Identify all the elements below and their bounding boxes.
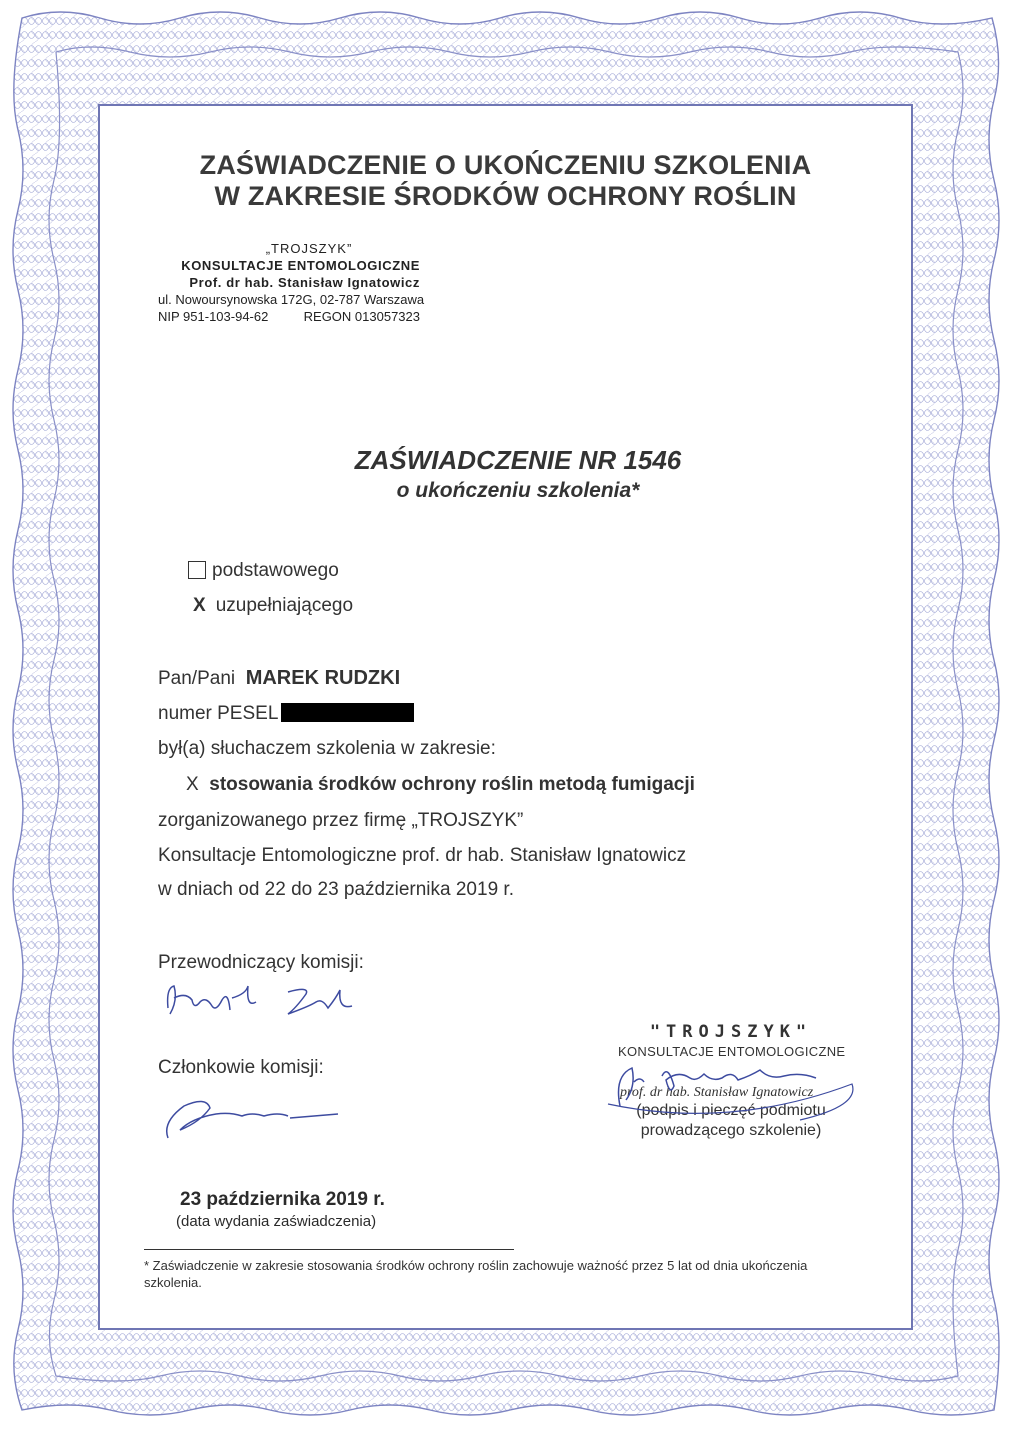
company-owner: Prof. dr hab. Stanisław Ignatowicz [189, 275, 420, 290]
footnote-rule [144, 1249, 514, 1250]
certificate-title-line-1: ZAŚWIADCZENIE O UKOŃCZENIU SZKOLENIA [199, 150, 812, 180]
scope-text: stosowania środków ochrony roślin metodą fumigacji [209, 774, 695, 795]
stamp-caption-2: prowadzącego szkolenie) [640, 1122, 822, 1139]
organizer-signature [600, 1056, 862, 1126]
option-basic-label: podstawowego [212, 560, 339, 581]
pesel-label: numer PESEL [158, 703, 279, 724]
stamp-line-3: prof. dr hab. Stanisław Ignatowicz [620, 1085, 814, 1100]
company-name-quoted: „TROJSZYK” [265, 241, 353, 256]
pesel-line [158, 703, 414, 725]
stamp-caption-1: (podpis i pieczęć podmiotu [636, 1102, 826, 1119]
option-supplementary [188, 595, 353, 617]
training-dates: w dniach od 22 do 23 października 2019 r. [158, 879, 514, 900]
option-supplementary-label: uzupełniającego [215, 595, 354, 616]
attended-text: był(a) słuchaczem szkolenia w zakresie: [158, 738, 496, 759]
company-regon: REGON 013057323 [303, 309, 420, 324]
x-mark: X [193, 595, 206, 616]
participant-name: MAREK RUDZKI [245, 667, 401, 689]
issue-date: 23 października 2019 r. [180, 1189, 385, 1210]
empty-checkbox-icon [188, 561, 206, 579]
company-address: ul. Nowoursynowska 172G, 02-787 Warszawa [158, 292, 425, 307]
issue-date-caption: (data wydania zaświadczenia) [176, 1213, 377, 1230]
stamp-name: "TROJSZYK" [649, 1022, 813, 1042]
certificate-title-line-2: W ZAKRESIE ŚRODKÓW OCHRONY ROŚLIN [214, 181, 797, 211]
participant-line [158, 667, 400, 690]
footnote: * Zaświadczenie w zakresie stosowania środków ochrony roślin zachowuje ważność przez 5 lat od dnia ukończenia szkolenia. [144, 1258, 808, 1290]
company-line-2: KONSULTACJE ENTOMOLOGICZNE [181, 258, 420, 273]
company-header [158, 240, 425, 325]
company-ids [158, 308, 420, 325]
members-label: Członkowie komisji: [158, 1057, 324, 1078]
option-basic [188, 560, 339, 582]
member-signature [160, 1092, 350, 1144]
pesel-redaction [281, 703, 414, 722]
scope-x-mark: X [186, 774, 199, 795]
organizer-text: Konsultacje Entomologiczne prof. dr hab. Stanisław Ignatowicz [158, 845, 687, 866]
company-nip: NIP 951-103-94-62 [158, 309, 269, 324]
stamp-line-2: KONSULTACJE ENTOMOLOGICZNE [618, 1044, 846, 1059]
organized-by-text: zorganizowanego przez firmę „TROJSZYK” [158, 810, 524, 831]
chair-label: Przewodniczący komisji: [158, 952, 364, 973]
chair-signature [160, 980, 360, 1022]
scope-line [186, 774, 695, 796]
participant-prefix: Pan/Pani [158, 668, 236, 689]
certificate-subtitle: o ukończeniu szkolenia* [396, 479, 640, 502]
certificate-number: ZAŚWIADCZENIE NR 1546 [354, 445, 682, 475]
